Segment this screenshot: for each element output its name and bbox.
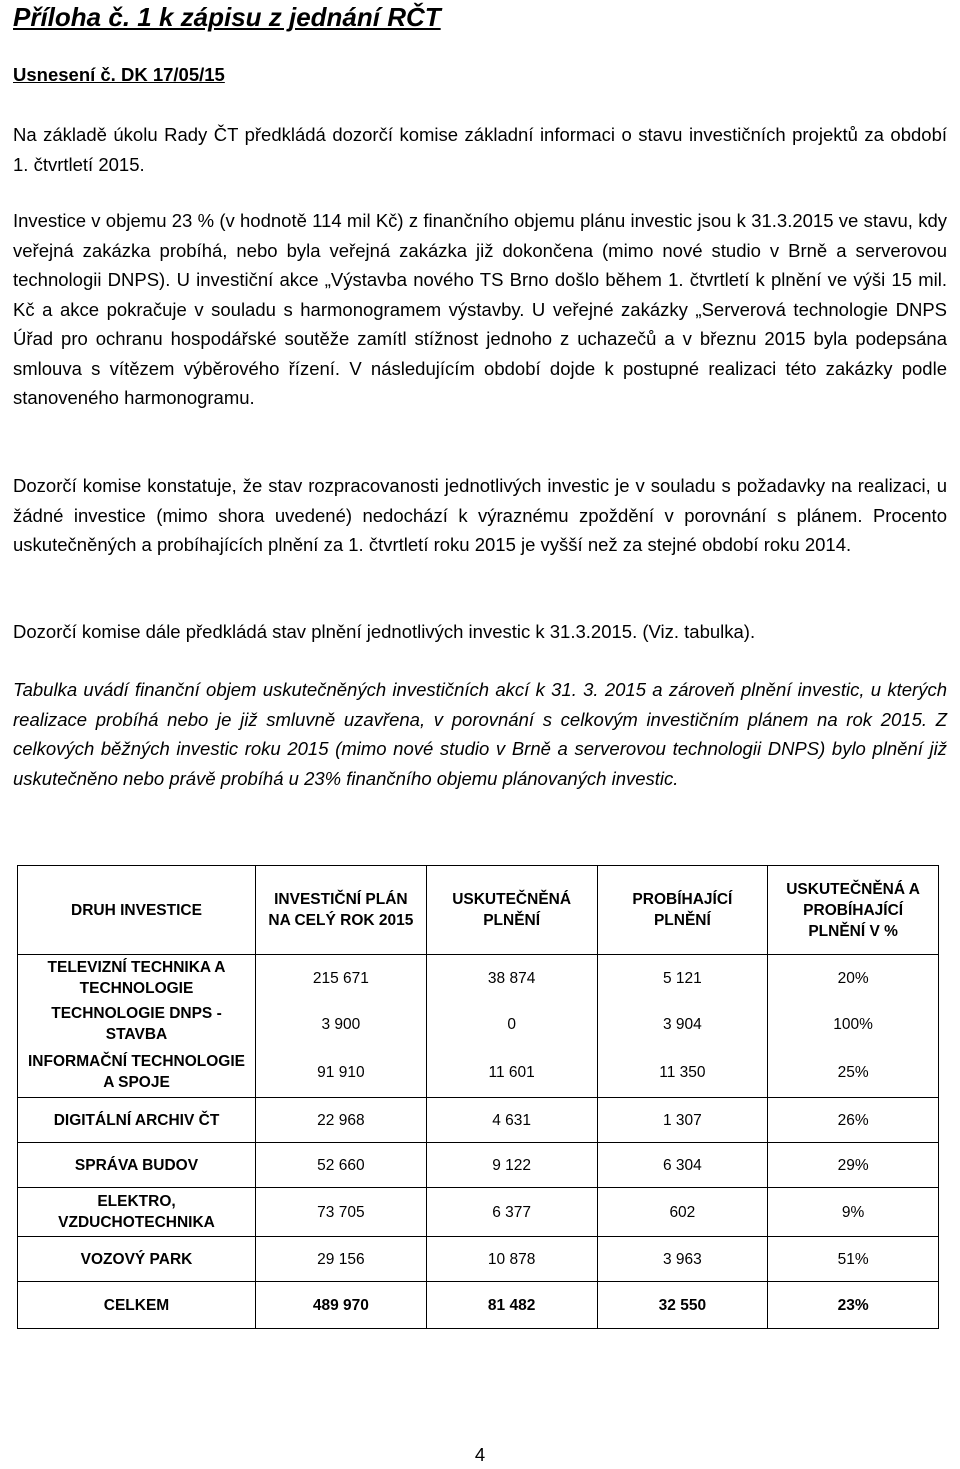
row-done: 38 874 bbox=[426, 955, 597, 1002]
row-plan: 489 970 bbox=[256, 1282, 427, 1329]
header-type: DRUH INVESTICE bbox=[18, 866, 256, 955]
row-running: 5 121 bbox=[597, 955, 768, 1002]
paragraph-table-description: Tabulka uvádí finanční objem uskutečněných investičních akcí k 31. 3. 2015 a zároveň plnění investic, u kterých realizace probíhá nebo je již smluvně uzavřena, v porovnání s celkovým investičním plánem na rok 2015. Z celkových běžných investic roku 2015 (mimo nové studio v Brně a serverovou technologii DNPS) bylo plnění již uskutečněno nebo právě probíhá u 23% finančního objemu plánovaných investic. bbox=[13, 679, 947, 789]
row-done: 81 482 bbox=[426, 1282, 597, 1329]
row-name: TECHNOLOGIE DNPS - STAVBA bbox=[18, 1001, 256, 1047]
row-plan: 91 910 bbox=[256, 1047, 427, 1098]
row-done: 6 377 bbox=[426, 1188, 597, 1237]
row-name: TELEVIZNÍ TECHNIKA A TECHNOLOGIE bbox=[18, 955, 256, 1002]
table-row bbox=[18, 1001, 939, 1047]
row-running: 11 350 bbox=[597, 1047, 768, 1098]
row-name: VOZOVÝ PARK bbox=[18, 1237, 256, 1282]
row-running: 1 307 bbox=[597, 1098, 768, 1143]
row-running: 602 bbox=[597, 1188, 768, 1237]
row-running: 3 963 bbox=[597, 1237, 768, 1282]
paragraph-intro: Na základě úkolu Rady ČT předkládá dozorčí komise základní informaci o stavu investičních projektů za období 1. čtvrtletí 2015. bbox=[13, 124, 947, 175]
row-name: DIGITÁLNÍ ARCHIV ČT bbox=[18, 1098, 256, 1143]
row-name: CELKEM bbox=[18, 1282, 256, 1329]
row-done: 10 878 bbox=[426, 1237, 597, 1282]
row-running: 6 304 bbox=[597, 1143, 768, 1188]
table-row bbox=[18, 1098, 939, 1143]
table-row bbox=[18, 1188, 939, 1237]
row-done: 0 bbox=[426, 1001, 597, 1047]
row-running: 3 904 bbox=[597, 1001, 768, 1047]
row-name: INFORMAČNÍ TECHNOLOGIE A SPOJE bbox=[18, 1047, 256, 1098]
header-plan: INVESTIČNÍ PLÁN NA CELÝ ROK 2015 bbox=[256, 866, 427, 955]
table-total-row bbox=[18, 1282, 939, 1329]
investment-table bbox=[17, 865, 939, 1329]
row-plan: 22 968 bbox=[256, 1098, 427, 1143]
table-header-row bbox=[18, 866, 939, 955]
row-running: 32 550 bbox=[597, 1282, 768, 1329]
row-percent: 20% bbox=[768, 955, 939, 1002]
row-plan: 29 156 bbox=[256, 1237, 427, 1282]
page-number: 4 bbox=[474, 1444, 486, 1465]
header-done: USKUTEČNĚNÁ PLNĚNÍ bbox=[426, 866, 597, 955]
row-plan: 73 705 bbox=[256, 1188, 427, 1237]
row-name: ELEKTRO, VZDUCHOTECHNIKA bbox=[18, 1188, 256, 1237]
row-done: 11 601 bbox=[426, 1047, 597, 1098]
row-name: SPRÁVA BUDOV bbox=[18, 1143, 256, 1188]
row-percent: 29% bbox=[768, 1143, 939, 1188]
table-row bbox=[18, 1237, 939, 1282]
row-plan: 215 671 bbox=[256, 955, 427, 1002]
table-row bbox=[18, 1047, 939, 1098]
row-percent: 23% bbox=[768, 1282, 939, 1329]
row-done: 4 631 bbox=[426, 1098, 597, 1143]
row-percent: 26% bbox=[768, 1098, 939, 1143]
row-plan: 52 660 bbox=[256, 1143, 427, 1188]
row-percent: 51% bbox=[768, 1237, 939, 1282]
document-title: Příloha č. 1 k zápisu z jednání RČT bbox=[13, 2, 441, 32]
table-row bbox=[18, 1143, 939, 1188]
paragraph-investment-status: Investice v objemu 23 % (v hodnotě 114 mil Kč) z finančního objemu plánu investic jsou k 31.3.2015 ve stavu, kdy veřejná zakázka probíhá, nebo byla veřejná zakázka již dokončena (mimo nové studio v Brně a serverovou technologii DNPS). U investiční akce „Výstavba nového TS Brno došlo během 1. čtvrtletí k plnění ve výši 15 mil. Kč a akce pokračuje v souladu s harmonogramem výstavby. U veřejné zakázky „Serverová technologie DNPS Úřad pro ochranu hospodářské soutěže zamítl stížnost jednoho z uchazečů a v březnu 2015 byla podepsána smlouva s vítězem výběrového řízení. V následujícím období dojde k postupné realizaci této zakázky podle stanoveného harmonogramu. bbox=[13, 210, 947, 408]
resolution-number: Usnesení č. DK 17/05/15 bbox=[13, 64, 225, 85]
row-percent: 25% bbox=[768, 1047, 939, 1098]
row-done: 9 122 bbox=[426, 1143, 597, 1188]
header-percent: USKUTEČNĚNÁ A PROBÍHAJÍCÍ PLNĚNÍ V % bbox=[768, 866, 939, 955]
header-running: PROBÍHAJÍCÍ PLNĚNÍ bbox=[597, 866, 768, 955]
row-percent: 9% bbox=[768, 1188, 939, 1237]
paragraph-table-reference: Dozorčí komise dále předkládá stav plnění jednotlivých investic k 31.3.2015. (Viz. tabulka). bbox=[13, 621, 756, 642]
row-percent: 100% bbox=[768, 1001, 939, 1047]
table-row bbox=[18, 955, 939, 1002]
row-plan: 3 900 bbox=[256, 1001, 427, 1047]
paragraph-committee-statement: Dozorčí komise konstatuje, že stav rozpracovanosti jednotlivých investic je v souladu s požadavky na realizaci, u žádné investice (mimo shora uvedené) nedochází k výraznému zpoždění v porovnání s plánem. Procento uskutečněných a probíhajících plnění za 1. čtvrtletí roku 2015 je vyšší než za stejné období roku 2014. bbox=[13, 475, 947, 555]
